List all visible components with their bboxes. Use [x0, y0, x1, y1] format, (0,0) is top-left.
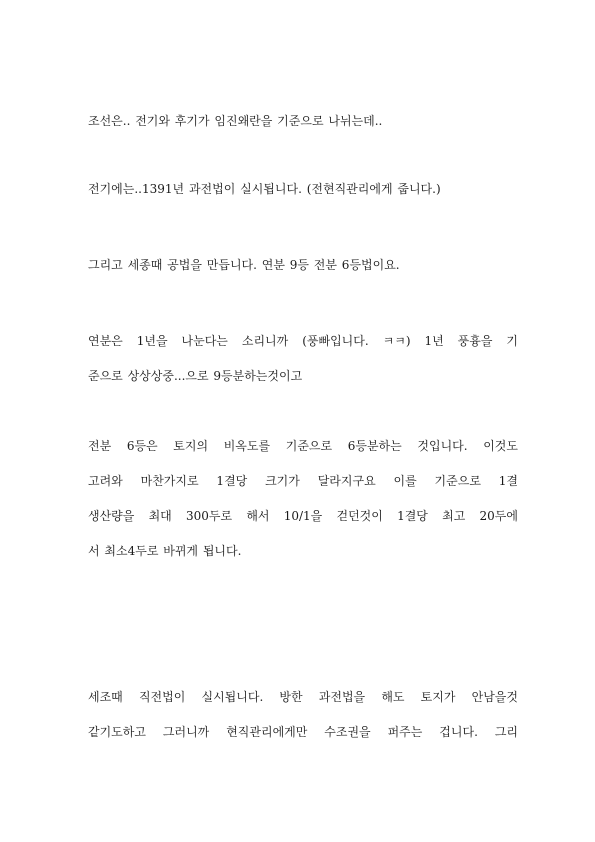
text-line: 세조때 직전법이 실시됩니다. 방한 과전법을 해도 토지가 안남을것 [88, 690, 518, 704]
paragraph-jikjeon-law [88, 680, 518, 750]
paragraph-joseon-periods [88, 104, 518, 139]
text-line: 생산량을 최대 300두로 해서 10/1을 걷던것이 1결당 최고 20두에 [88, 509, 518, 523]
text-line: 연분은 1년을 나눈다는 소리니까 (풍빠입니다. ㅋㅋ) 1년 풍흉을 기 [88, 334, 518, 348]
text-line: 준으로 상상상중...으로 9등분하는것이고 [88, 369, 303, 383]
text-line: 같기도하고 그러니까 현직관리에게만 수조권을 퍼주는 겁니다. 그리 [88, 725, 518, 739]
text-line: 고려와 마찬가지로 1결당 크기가 달라지구요 이를 기준으로 1결 [88, 474, 518, 488]
paragraph-yeonbun [88, 324, 518, 394]
paragraph-jeonbun [88, 429, 518, 569]
paragraph-sejong-tax-law [88, 248, 518, 283]
text-line: 그리고 세종때 공법을 만듭니다. 연분 9등 전분 6등법이요. [88, 258, 400, 272]
text-line: 전분 6등은 토지의 비옥도를 기준으로 6등분하는 것입니다. 이것도 [88, 439, 518, 453]
paragraph-gwajeon-law [88, 172, 518, 207]
text-line: 서 최소4두로 바뀌게 됩니다. [88, 544, 242, 558]
text-line: 조선은.. 전기와 후기가 임진왜란을 기준으로 나뉘는데.. [88, 114, 383, 128]
text-line: 전기에는..1391년 과전법이 실시됩니다. (전현직관리에게 줍니다.) [88, 182, 441, 196]
